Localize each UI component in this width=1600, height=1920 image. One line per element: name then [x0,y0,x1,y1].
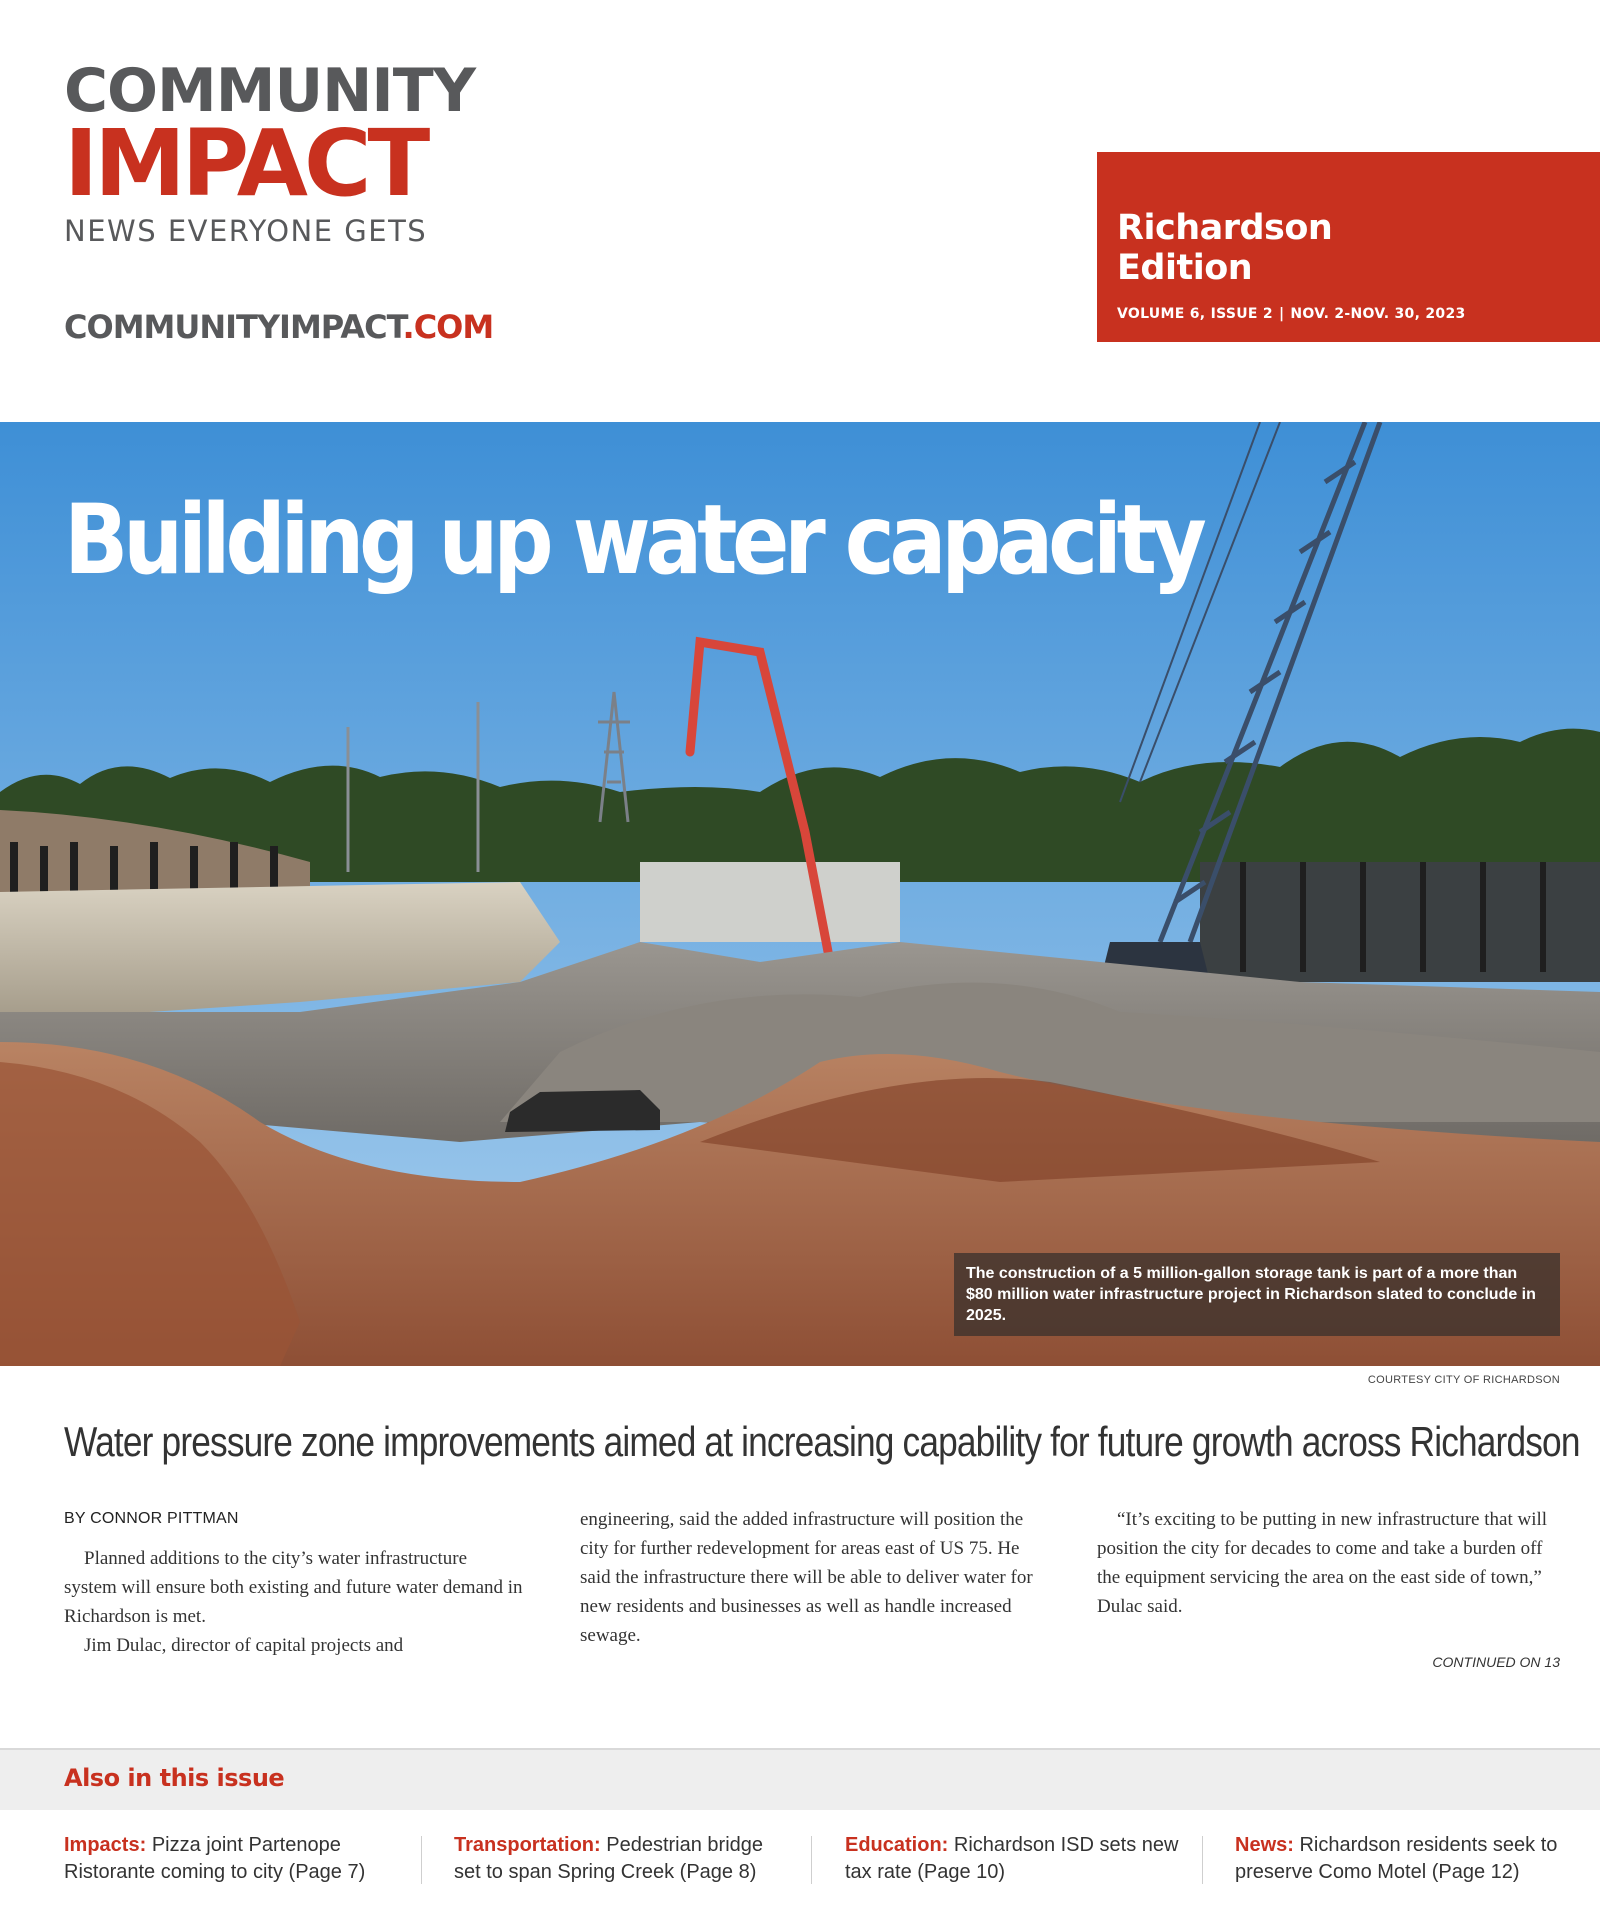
article-paragraph: engineering, said the added infrastructure will position the city for further redevelopment for areas east of US 75. He said the infrastructure there will be able to deliver water for new residents and businesses as well as handle increased sewage. [580,1509,1033,1646]
article-paragraph: Jim Dulac, director of capital projects and [84,1635,404,1656]
hero-photo [0,422,1600,1366]
teaser-impacts[interactable] [64,1832,404,1886]
teaser-news[interactable] [1235,1832,1575,1886]
article-paragraph: “It’s exciting to be putting in new infrastructure that will position the city for decades to come and take a burden off the equipment servicing the area on the east side of town,” Dulac said. [1097,1509,1548,1617]
issue-teasers [0,1832,1600,1892]
photo-credit: COURTESY CITY OF RICHARDSON [1367,1374,1560,1386]
teaser-divider [811,1836,812,1884]
site-url-link[interactable] [64,308,493,346]
article-byline: BY CONNOR PITTMAN [64,1510,239,1527]
teaser-text: Pizza joint Partenope Ristorante coming to city (Page 7) [64,1834,366,1883]
teaser-education[interactable] [845,1832,1185,1886]
also-in-this-issue-bar [0,1748,1600,1810]
meta-separator: | [1278,306,1285,322]
teaser-kicker: Transportation: [454,1834,601,1856]
article-column-1 [64,1544,524,1660]
volume-issue: VOLUME 6, ISSUE 2 [1117,306,1273,322]
teaser-kicker: Impacts: [64,1834,147,1856]
main-headline: Building up water capacity [64,484,1202,596]
teaser-text: Pedestrian bridge set to span Spring Creek (Page 8) [454,1834,764,1883]
edition-name: Richardson Edition [1117,208,1333,288]
edition-box [1097,152,1600,342]
also-in-this-issue-title: Also in this issue [64,1764,285,1792]
teaser-transportation[interactable] [454,1832,794,1886]
teaser-kicker: Education: [845,1834,949,1856]
teaser-kicker: News: [1235,1834,1294,1856]
logo-community-text: COMMUNITY [64,56,476,126]
community-impact-logo[interactable] [64,56,494,248]
teaser-divider [421,1836,422,1884]
teaser-text: Richardson residents seek to preserve Como Motel (Page 12) [1235,1834,1558,1883]
edition-meta [1117,306,1600,322]
logo-tagline: NEWS EVERYONE GETS [64,214,428,248]
site-url-base: COMMUNITYIMPACT [64,308,403,346]
teaser-divider [1202,1836,1203,1884]
teaser-text: Richardson ISD sets new tax rate (Page 10) [845,1834,1179,1883]
article-column-3 [1097,1505,1557,1621]
continued-link[interactable]: CONTINUED ON 13 [1432,1654,1560,1670]
issue-date-range: NOV. 2-NOV. 30, 2023 [1290,306,1466,322]
article-column-2 [580,1505,1040,1650]
logo-impact-text: IMPACT [64,110,427,217]
photo-caption: The construction of a 5 million-gallon storage tank is part of a more than $80 million water infrastructure project in Richardson slated to conclude in 2025. [954,1253,1560,1336]
site-url-tld: .COM [402,308,494,346]
article-paragraph: Planned additions to the city’s water infrastructure system will ensure both existing and future water demand in Richardson is met. [64,1548,523,1627]
article-subhead: Water pressure zone improvements aimed at increasing capability for future growth across Richardson [64,1418,1580,1465]
